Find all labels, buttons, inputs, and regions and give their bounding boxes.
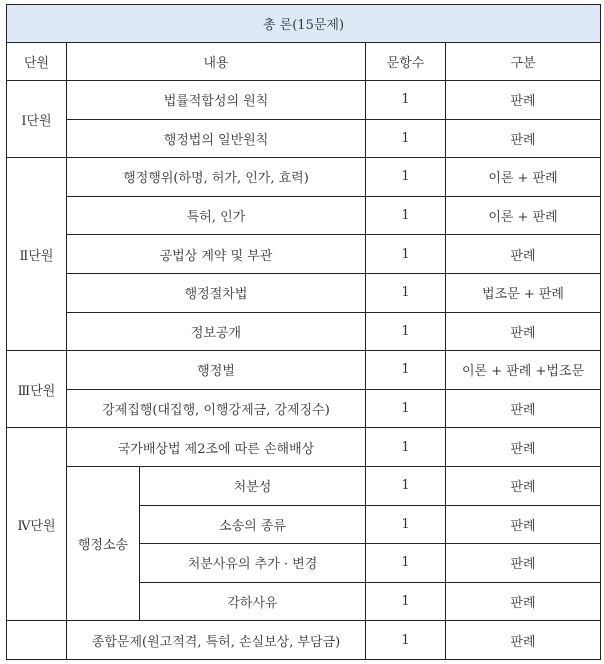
row-type: 판례: [446, 428, 601, 467]
row-count: 1: [366, 389, 446, 428]
row-count: 1: [366, 621, 446, 660]
row-count: 1: [366, 505, 446, 544]
table-row: [7, 235, 601, 274]
table-row: [7, 428, 601, 467]
row-content: 각하사유: [140, 582, 366, 621]
row-count: 1: [366, 81, 446, 120]
row-type: 판례: [446, 505, 601, 544]
unit-label: Ⅳ단원: [7, 428, 67, 621]
row-content: 종합문제(원고적격, 특허, 손실보상, 부담금): [67, 621, 366, 660]
table-row: [7, 273, 601, 312]
row-type: 판례: [446, 582, 601, 621]
row-content: 처분성: [140, 466, 366, 505]
sub-group-label: 행정소송: [67, 466, 140, 620]
row-count: 1: [366, 466, 446, 505]
row-content: 행정벌: [67, 351, 366, 390]
table-row: [7, 466, 601, 505]
table-row: [7, 196, 601, 235]
row-type: 법조문 + 판례: [446, 273, 601, 312]
row-type: 이론 + 판례 +법조문: [446, 351, 601, 390]
row-content: 행정행위(하명, 허가, 인가, 효력): [67, 158, 366, 197]
row-count: 1: [366, 235, 446, 274]
row-content: 처분사유의 추가 · 변경: [140, 544, 366, 583]
row-type: 판례: [446, 621, 601, 660]
row-content: 공법상 계약 및 부관: [67, 235, 366, 274]
row-content: 특허, 인가: [67, 196, 366, 235]
row-count: 1: [366, 158, 446, 197]
row-type: 이론 + 판례: [446, 196, 601, 235]
row-type: 이론 + 판례: [446, 158, 601, 197]
row-content: 강제집행(대집행, 이행강제금, 강제징수): [67, 389, 366, 428]
row-content: 법률적합성의 원칙: [67, 81, 366, 120]
row-type: 판례: [446, 389, 601, 428]
header-count: 문항수: [366, 43, 446, 81]
table-row: [7, 389, 601, 428]
row-type: 판례: [446, 312, 601, 351]
row-type: 판례: [446, 235, 601, 274]
unit-label: [7, 621, 67, 660]
exam-table: [6, 4, 601, 660]
unit-label: Ⅲ단원: [7, 351, 67, 428]
unit-label: Ⅰ단원: [7, 81, 67, 158]
row-content: 국가배상법 제2조에 따른 손해배상: [67, 428, 366, 467]
row-content: 행정법의 일반원칙: [67, 119, 366, 158]
row-count: 1: [366, 582, 446, 621]
row-content: 정보공개: [67, 312, 366, 351]
table-row: [7, 621, 601, 660]
header-type: 구분: [446, 43, 601, 81]
table-row: [7, 312, 601, 351]
row-type: 판례: [446, 81, 601, 120]
row-count: 1: [366, 273, 446, 312]
row-count: 1: [366, 119, 446, 158]
row-type: 판례: [446, 544, 601, 583]
row-type: 판례: [446, 466, 601, 505]
header-content: 내용: [67, 43, 366, 81]
row-type: 판례: [446, 119, 601, 158]
row-count: 1: [366, 544, 446, 583]
table-row: [7, 119, 601, 158]
unit-label: Ⅱ단원: [7, 158, 67, 351]
row-count: 1: [366, 428, 446, 467]
table-row: [7, 81, 601, 120]
header-unit: 단원: [7, 43, 67, 81]
row-content: 소송의 종류: [140, 505, 366, 544]
row-count: 1: [366, 312, 446, 351]
table-row: [7, 158, 601, 197]
row-content: 행정절차법: [67, 273, 366, 312]
row-count: 1: [366, 196, 446, 235]
table-title: 총 론(15문제): [7, 5, 601, 43]
table-row: [7, 351, 601, 390]
row-count: 1: [366, 351, 446, 390]
